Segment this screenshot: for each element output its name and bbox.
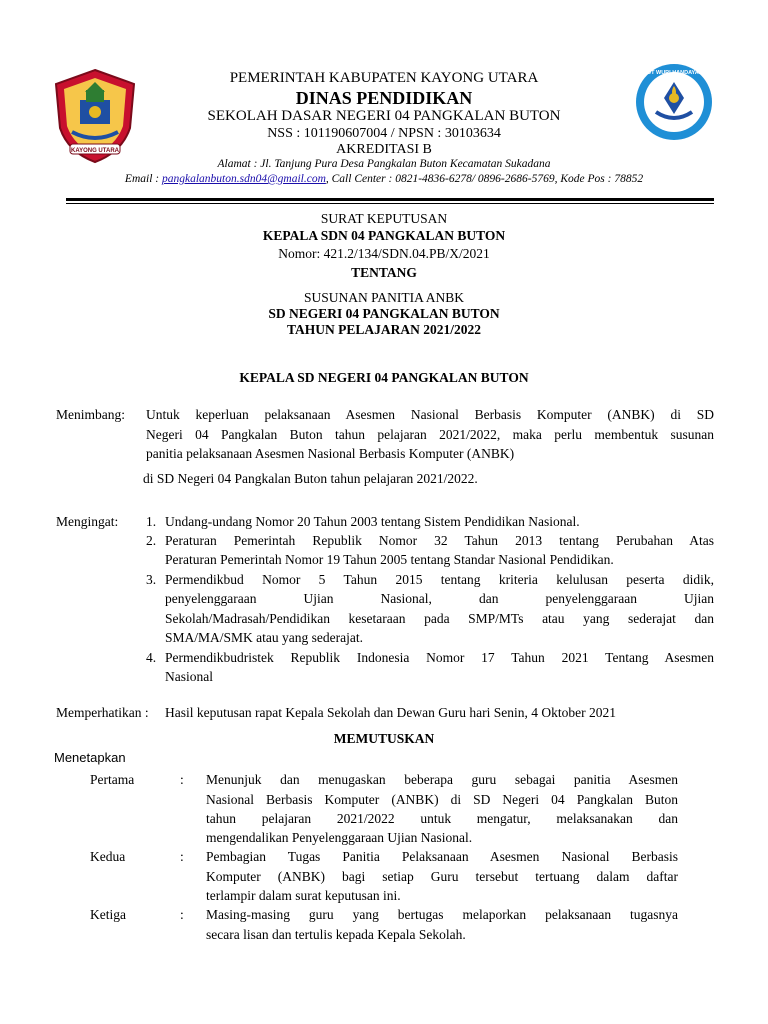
menimbang-line: panitia pelaksanaan Asesmen Nasional Berbasis Komputer (ANBK) (146, 446, 515, 461)
memutuskan-heading: MEMUTUSKAN (333, 731, 435, 746)
mengingat-number: 3. (146, 572, 157, 587)
menimbang-line: di SD Negeri 04 Pangkalan Buton tahun pelajaran 2021/2022. (143, 471, 478, 486)
decision-line: Menunjuk dan menugaskan beberapa guru sebagai panitia Asesmen (206, 772, 678, 787)
decision-line: secara lisan dan tertulis kepada Kepala Sekolah. (206, 927, 466, 942)
decision-line: Masing-masing guru yang bertugas melaporkan pelaksanaan tugasnya (206, 907, 678, 922)
decree-subject-2: SD NEGERI 04 PANGKALAN BUTON (268, 306, 500, 321)
letterhead-address: Alamat : Jl. Tanjung Pura Desa Pangkalan Buton Kecamatan Sukadana (217, 158, 551, 170)
menimbang-line: Negeri 04 Pangkalan Buton tahun pelajaran 2021/2022, maka perlu membentuk susunan (146, 427, 714, 442)
mengingat-number: 2. (146, 533, 157, 548)
decision-label: Kedua (90, 849, 126, 864)
decree-issuer: KEPALA SDN 04 PANGKALAN BUTON (262, 228, 506, 243)
menetapkan-label: Menetapkan (54, 750, 126, 765)
decision-label: Pertama (90, 772, 135, 787)
mengingat-line: Undang-undang Nomor 20 Tahun 2003 tentang Sistem Pendidikan Nasional. (165, 514, 580, 529)
mengingat-line: Permendikbud Nomor 5 Tahun 2015 tentang kriteria kelulusan peserta didik, (165, 572, 714, 587)
decree-tentang: TENTANG (351, 265, 417, 280)
letterhead-divider-thin (66, 203, 714, 204)
memperhatikan-label: Memperhatikan : (56, 705, 149, 720)
decree-subject-3: TAHUN PELAJARAN 2021/2022 (286, 322, 481, 337)
decision-colon: : (180, 907, 184, 922)
email-label: Email : (124, 173, 162, 185)
decision-colon: : (180, 849, 184, 864)
letterhead-contact (0, 173, 768, 185)
mengingat-line: SMA/MA/SMK atau yang sederajat. (165, 630, 363, 645)
email-link[interactable]: pangkalanbuton.sdn04@gmail.com (161, 173, 326, 185)
mengingat-line: Nasional (165, 669, 213, 684)
letterhead-government: PEMERINTAH KABUPATEN KAYONG UTARA (229, 70, 539, 86)
decision-line: Pembagian Tugas Panitia Pelaksanaan Asesmen Nasional Berbasis (206, 849, 678, 864)
mengingat-number: 4. (146, 650, 157, 665)
decree-principal-heading: KEPALA SD NEGERI 04 PANGKALAN BUTON (239, 370, 529, 385)
decision-line: Komputer (ANBK) bagi setiap Guru tersebut tertuang dalam daftar (206, 869, 678, 884)
decision-line: terlampir dalam surat keputusan ini. (206, 888, 401, 903)
contact-details: , Call Center : 0821-4836-6278/ 0896-2686-5769, Kode Pos : 78852 (325, 173, 644, 185)
decision-colon: : (180, 772, 184, 787)
menimbang-line: Untuk keperluan pelaksanaan Asesmen Nasional Berbasis Komputer (ANBK) di SD (146, 407, 714, 422)
decision-line: tahun pelajaran 2021/2022 untuk mengatur, melaksanakan dan (206, 811, 678, 826)
menimbang-label: Menimbang: (56, 407, 125, 422)
decision-line: Nasional Berbasis Komputer (ANBK) di SD Negeri 04 Pangkalan Buton (206, 792, 678, 807)
mengingat-number: 1. (146, 514, 157, 529)
decree-subject-1: SUSUNAN PANITIA ANBK (303, 290, 465, 305)
decision-label: Ketiga (90, 907, 126, 922)
svg-text:TUT WURI HANDAYANI: TUT WURI HANDAYANI (643, 70, 705, 76)
letterhead-divider-thick (66, 198, 714, 201)
mengingat-line: Peraturan Pemerintah Republik Nomor 32 Tahun 2013 tentang Perubahan Atas (165, 533, 714, 548)
mengingat-line: Permendikbudristek Republik Indonesia Nomor 17 Tahun 2021 Tentang Asesmen (165, 650, 714, 665)
mengingat-line: Sekolah/Madrasah/Pendidikan kesetaraan pada SMP/MTs atau yang sederajat dan (165, 611, 714, 626)
mengingat-line: penyelenggaraan Ujian Nasional, dan penyelenggaraan Ujian (165, 591, 714, 606)
letterhead-nss-npsn: NSS : 101190607004 / NPSN : 30103634 (267, 126, 501, 141)
svg-text:KAYONG UTARA: KAYONG UTARA (70, 148, 120, 154)
letterhead-school: SEKOLAH DASAR NEGERI 04 PANGKALAN BUTON (207, 108, 561, 124)
decree-number: Nomor: 421.2/134/SDN.04.PB/X/2021 (278, 246, 490, 261)
decision-line: mengendalikan Penyelenggaraan Ujian Nasional. (206, 830, 473, 845)
memperhatikan-text: Hasil keputusan rapat Kepala Sekolah dan Dewan Guru hari Senin, 4 Oktober 2021 (165, 705, 617, 720)
mengingat-label: Mengingat: (56, 514, 119, 529)
mengingat-line: Peraturan Pemerintah Nomor 19 Tahun 2005 tentang Standar Nasional Pendidikan. (165, 552, 614, 567)
letterhead-accreditation: AKREDITASI B (336, 142, 432, 157)
decree-title: SURAT KEPUTUSAN (320, 211, 448, 226)
letterhead-agency: DINAS PENDIDIKAN (295, 88, 473, 108)
